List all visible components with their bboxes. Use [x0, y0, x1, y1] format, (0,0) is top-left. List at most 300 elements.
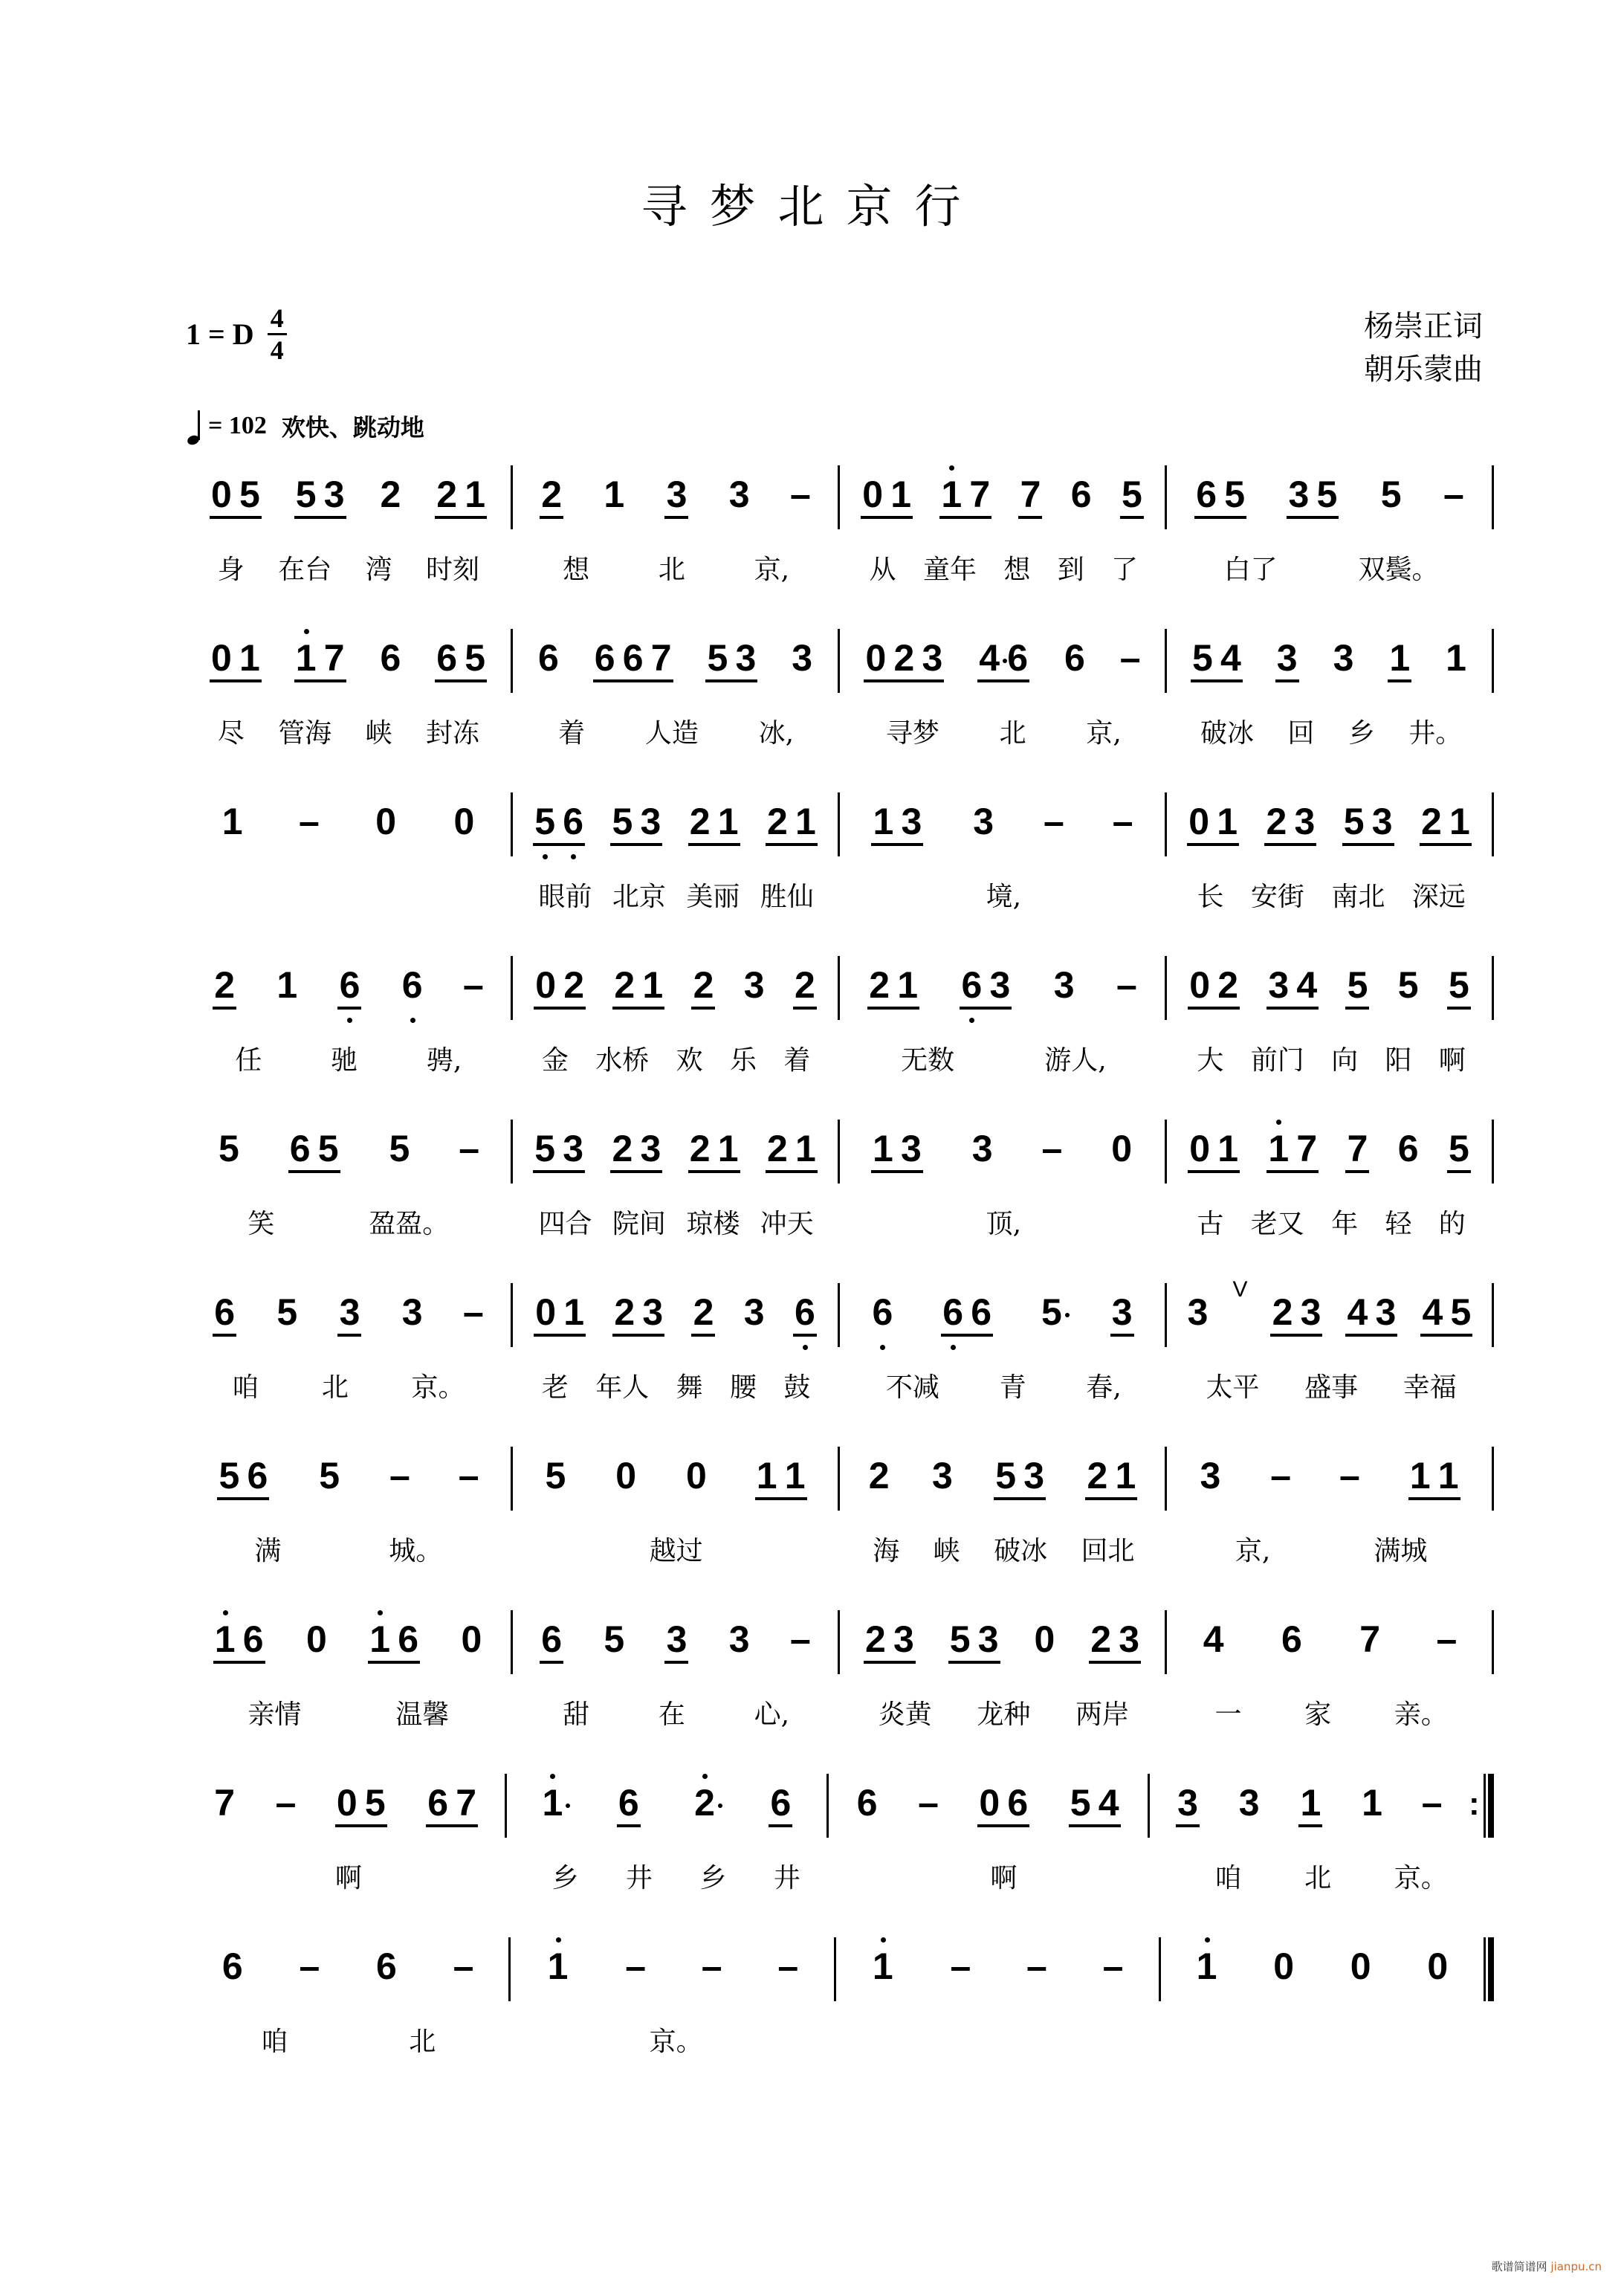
lyric-word: 前门: [1250, 1045, 1304, 1076]
lyric-measure: [514, 2021, 839, 2065]
note: 0: [1188, 801, 1210, 842]
lyric-measure: [186, 876, 511, 920]
note: 1: [1300, 1782, 1321, 1824]
sustain-dash: –: [453, 1945, 474, 1987]
lyric-word: 咱: [1214, 1863, 1242, 1893]
beam-underline: [705, 679, 757, 682]
lyric-measure: [841, 1366, 1167, 1411]
note-group: [1444, 637, 1468, 679]
note: 2: [693, 1291, 714, 1333]
note: 2: [1420, 801, 1442, 842]
note-group: [1426, 1945, 1449, 1987]
note-group: [977, 639, 1029, 682]
note: 7: [1020, 474, 1041, 515]
note-group: [1089, 1618, 1141, 1664]
measure: [1167, 1606, 1492, 1688]
note: 3: [931, 1455, 953, 1496]
beam-underline: [871, 843, 923, 846]
note: 1: [897, 964, 919, 1006]
note-group: [871, 1130, 923, 1173]
note: 1: [215, 1621, 236, 1658]
note-group: [602, 476, 626, 513]
note-group: [275, 1291, 299, 1333]
note: 2: [1090, 1618, 1112, 1660]
sustain-dash: –: [1270, 1455, 1292, 1496]
lyric-word: 北京: [612, 882, 666, 912]
lyric-word: 白了: [1223, 555, 1278, 585]
note: 6: [398, 1618, 419, 1660]
beam-underline: [612, 1334, 664, 1337]
measure: [513, 1606, 838, 1688]
beam-underline: [593, 679, 673, 682]
note-group: [1298, 1784, 1322, 1827]
lyric-word: 北: [321, 1372, 349, 1403]
note-group: [612, 1291, 664, 1337]
lyric-measure: [1168, 549, 1494, 593]
note: 7: [1347, 1128, 1368, 1169]
note-group: [210, 476, 262, 519]
note: 2: [693, 964, 714, 1006]
note: 3: [1288, 474, 1310, 515]
lyric-word: 腰: [729, 1372, 757, 1403]
note-group: [378, 476, 402, 513]
note: 2: [541, 474, 562, 515]
note-group: [337, 1291, 361, 1337]
note-group: [1110, 1130, 1133, 1167]
lyric-word: 心,: [754, 1699, 790, 1730]
sustain-dash: –: [462, 1291, 484, 1333]
note: 2: [689, 1128, 711, 1169]
note: 6: [214, 1291, 235, 1333]
lyric-measure: [514, 876, 839, 920]
beam-underline: [1345, 1334, 1397, 1337]
lyric-word: 深远: [1411, 882, 1466, 912]
tempo-expression: 欢快、跳动地: [281, 413, 424, 442]
note-group: [368, 1618, 420, 1664]
lyric-word: 炎黄: [878, 1699, 932, 1730]
lyric-word: 长: [1197, 882, 1224, 912]
sustain-dash: –: [1116, 964, 1137, 1006]
note-group: [705, 639, 757, 682]
note: 1: [548, 1948, 569, 1985]
lyric-measure: [1168, 876, 1494, 920]
note: 3: [1294, 801, 1316, 842]
lyric-measure: [841, 1039, 1167, 1084]
note-group: [977, 1784, 1029, 1827]
lyric-measure: [841, 876, 1167, 920]
note: 3: [640, 801, 661, 842]
note: 3: [977, 1618, 999, 1660]
note: 4: [1203, 1618, 1224, 1660]
note: 6: [427, 1782, 448, 1824]
note-group: [691, 1291, 715, 1337]
note-group: [867, 1457, 891, 1494]
system-9: [186, 1769, 1494, 1918]
note-group: [213, 966, 236, 1010]
note: 1: [542, 1784, 563, 1821]
note-group: [1194, 476, 1246, 519]
lyrics-row: [186, 1693, 1494, 1738]
note: 2: [869, 964, 890, 1006]
note-group: [1070, 476, 1093, 513]
beam-underline: [941, 1334, 993, 1337]
note: 0: [461, 1618, 482, 1660]
note-group: [1185, 1291, 1209, 1333]
beam-underline: [210, 679, 262, 682]
note: 3: [1333, 637, 1354, 679]
note-group: [401, 1291, 424, 1333]
note: 6: [563, 803, 583, 840]
lyric-word: 四合: [538, 1209, 592, 1239]
note: 0: [862, 474, 883, 515]
lyric-word: 满: [254, 1536, 282, 1566]
note: 5: [534, 1128, 556, 1169]
note: 1: [717, 801, 739, 842]
note: 2: [612, 1128, 633, 1169]
note: 2: [436, 474, 458, 515]
lyric-word: 封冻: [426, 718, 480, 749]
note-group: [1063, 637, 1087, 679]
note: 1: [873, 1948, 893, 1985]
sustain-dash: –: [462, 964, 484, 1006]
note: 5: [1041, 1294, 1062, 1331]
note: 0: [1350, 1945, 1371, 1987]
composer: 朝乐蒙曲: [1364, 352, 1483, 387]
lyrics-row: [186, 1366, 1494, 1411]
beam-underline: [867, 1007, 919, 1010]
measure: [186, 1606, 511, 1688]
note-group: [743, 966, 766, 1004]
note: 5: [295, 474, 317, 515]
note: 2: [614, 1291, 635, 1333]
lyrics-row: [186, 1857, 1494, 1902]
note-group: [1085, 1457, 1137, 1500]
lyric-word: 不减: [885, 1372, 939, 1403]
lyrics-row: [186, 876, 1494, 920]
note: 5: [1121, 474, 1142, 515]
note: 0: [1189, 964, 1210, 1006]
lyric-word: 峡: [933, 1536, 960, 1566]
note: 6: [537, 637, 559, 679]
time-signature-top: 4: [270, 303, 284, 333]
note: 0: [1189, 1128, 1210, 1169]
lyric-word: 盈盈。: [369, 1209, 450, 1239]
sustain-dash: –: [1043, 801, 1064, 842]
measure: [829, 1769, 1148, 1851]
sustain-dash: –: [789, 474, 811, 515]
note: 2: [563, 964, 584, 1006]
system-1: [186, 461, 1494, 610]
note-group: [378, 637, 402, 679]
measure: [1167, 1115, 1492, 1197]
note: 0: [1111, 1128, 1133, 1169]
barline: [1492, 465, 1494, 529]
lyric-measure: [1168, 2021, 1494, 2065]
lyric-word: 了: [1111, 555, 1139, 585]
note-group: [1345, 966, 1369, 1010]
lyric-measure: [841, 1693, 1167, 1738]
tempo-marking: [187, 407, 424, 445]
lyric-word: 鼓: [783, 1372, 811, 1403]
beam-underline: [1345, 1007, 1369, 1010]
note-group: [1195, 1945, 1219, 1987]
note-group: [593, 639, 673, 682]
note: 2: [380, 474, 401, 515]
note: 0: [979, 1782, 1000, 1824]
beam-underline: [691, 1334, 715, 1337]
measure: [840, 624, 1165, 706]
note-group: [1345, 1291, 1397, 1337]
lyric-word: 从: [869, 555, 896, 585]
note-group: [693, 1782, 716, 1824]
lyric-measure: [1168, 1039, 1494, 1084]
lyric-word: 游人,: [1044, 1045, 1107, 1076]
beam-underline: [1447, 1007, 1471, 1010]
note: 1: [1409, 1455, 1431, 1496]
note: 0: [615, 1455, 637, 1496]
sustain-dash: –: [1339, 1455, 1360, 1496]
beam-underline: [610, 843, 662, 846]
lyricist: 杨崇正词: [1364, 309, 1483, 343]
note-group: [1069, 1784, 1121, 1827]
note: 1: [465, 474, 486, 515]
note: 0: [1034, 1618, 1055, 1660]
measure: [840, 461, 1165, 543]
lyric-measure: [514, 1203, 839, 1247]
note-group: [870, 1291, 894, 1333]
lyric-word: 京,: [1086, 718, 1122, 749]
note: 1: [1389, 637, 1411, 679]
watermark-url: jianpu.cn: [1550, 2260, 1602, 2273]
note: 4: [1220, 637, 1241, 679]
note: 2: [794, 964, 815, 1006]
beam-underline: [691, 1007, 715, 1010]
measure: [840, 1115, 1165, 1197]
measure: [1167, 1279, 1492, 1360]
note: 2: [1266, 801, 1287, 842]
note: 2: [868, 1455, 890, 1496]
lyric-measure: [186, 549, 511, 593]
lyric-word: 越过: [649, 1536, 703, 1566]
sustain-dash: –: [1443, 474, 1464, 515]
note: 5: [465, 637, 486, 679]
note: 5: [534, 803, 555, 840]
note-group: [948, 1618, 1000, 1664]
note: 0: [336, 1782, 358, 1824]
lyric-measure: [514, 1039, 839, 1084]
note: 1: [1362, 1782, 1382, 1824]
beam-underline: [1342, 843, 1394, 846]
beam-underline: [1420, 843, 1472, 846]
note: 0: [535, 1291, 556, 1333]
beam-underline: [1408, 1497, 1460, 1500]
measure: [513, 788, 838, 870]
note-group: [1447, 966, 1471, 1010]
lyric-word: 在台: [278, 555, 332, 585]
beam-underline: [664, 1661, 688, 1664]
lyric-word: 京。: [1394, 1863, 1448, 1893]
beam-underline: [1187, 843, 1239, 846]
note-group: [664, 476, 688, 519]
beam-underline: [793, 1334, 817, 1337]
note-group: [217, 1130, 241, 1167]
note: 2: [893, 637, 915, 679]
note-group: [941, 1291, 993, 1337]
lyric-word: 时刻: [426, 555, 480, 585]
beam-underline: [294, 679, 346, 682]
sustain-dash: –: [1041, 1128, 1063, 1169]
sustain-dash: –: [1436, 1618, 1458, 1660]
note: 6: [242, 1618, 264, 1660]
note-group: [1120, 476, 1144, 519]
note-group: [871, 803, 923, 846]
lyric-measure: [1168, 712, 1494, 757]
note: 6: [1007, 637, 1029, 679]
lyric-word: 童年: [923, 555, 977, 585]
beam-underline: [1298, 1824, 1322, 1827]
beam-underline: [1447, 1170, 1471, 1173]
note-group: [871, 1945, 895, 1987]
note: 6: [618, 1782, 639, 1824]
note: 4: [1098, 1782, 1119, 1824]
note: 3: [989, 964, 1011, 1006]
measure: [1167, 788, 1492, 870]
note: 0: [685, 1455, 707, 1496]
beam-underline: [1388, 679, 1411, 682]
key-signature: [186, 305, 287, 364]
note: 2: [689, 801, 711, 842]
beam-underline: [755, 1497, 807, 1500]
measure: [186, 952, 511, 1033]
breath-mark: V: [1232, 1277, 1248, 1302]
note: 1: [756, 1455, 777, 1496]
lyric-word: 春,: [1086, 1372, 1122, 1403]
system-10: [186, 1933, 1494, 2082]
note-group: [688, 1130, 740, 1173]
note: 5: [1397, 964, 1419, 1006]
lyric-measure: [1168, 1366, 1494, 1411]
note-group: [728, 476, 751, 513]
lyric-measure: [514, 1366, 839, 1411]
note-group: [994, 1457, 1046, 1500]
lyrics-row: [186, 1203, 1494, 1247]
beam-underline: [1275, 679, 1299, 682]
sustain-dash: –: [701, 1945, 722, 1987]
note-group: [534, 966, 586, 1010]
lyric-word: 京。: [411, 1372, 465, 1403]
note: 5: [1224, 474, 1246, 515]
note: 1: [1217, 1128, 1238, 1169]
notes-row: [186, 1933, 1494, 2015]
note: 1: [221, 801, 243, 842]
note: 2: [1272, 1291, 1293, 1333]
note: 2: [1087, 1455, 1108, 1496]
beam-underline: [977, 679, 1029, 682]
system-5: [186, 1115, 1494, 1264]
barline: [1492, 1447, 1494, 1511]
note: 6: [856, 1782, 878, 1824]
lyric-word: 京。: [649, 2027, 703, 2057]
note: 1: [1449, 801, 1470, 842]
note: 6: [247, 1455, 268, 1496]
lyric-word: 人造: [644, 718, 699, 749]
note: 5: [995, 1455, 1017, 1496]
note: 5: [1380, 474, 1402, 515]
beam-underline: [864, 679, 944, 682]
lyric-word: 湾: [365, 555, 392, 585]
note: 3: [1200, 1455, 1221, 1496]
measure: [186, 788, 511, 870]
sustain-dash: –: [389, 1455, 410, 1496]
beam-underline: [1266, 1170, 1319, 1173]
lyric-measure: [186, 712, 511, 757]
note: 6: [971, 1291, 992, 1333]
note: 0: [1273, 1945, 1294, 1987]
note-group: [685, 1457, 708, 1494]
system-6: [186, 1279, 1494, 1427]
note: 2: [694, 1784, 715, 1821]
note: 5: [239, 474, 260, 515]
note: 6: [770, 1782, 792, 1824]
note-group: [664, 1618, 688, 1664]
note-group: [335, 1784, 387, 1827]
beam-underline: [435, 516, 487, 519]
quarter-note-icon: [187, 407, 204, 445]
measure: [1167, 624, 1492, 706]
note: 5: [1070, 1782, 1091, 1824]
note: 5: [949, 1618, 971, 1660]
lyric-word: 乡: [699, 1863, 727, 1893]
lyric-word: 安街: [1250, 882, 1304, 912]
beam-underline: [1188, 1170, 1240, 1173]
note-group: [1052, 966, 1076, 1004]
note: 7: [323, 637, 345, 679]
measure: [513, 461, 838, 543]
lyric-word: 海: [873, 1536, 900, 1566]
lyric-word: 身: [217, 555, 245, 585]
note-group: [540, 1618, 563, 1664]
beam-underline: [213, 1334, 236, 1337]
lyric-word: 青: [999, 1372, 1026, 1403]
note-group: [294, 639, 346, 682]
note: 3: [1119, 1618, 1140, 1660]
measure: [186, 1769, 505, 1851]
lyric-word: 城。: [389, 1536, 443, 1566]
sustain-dash: –: [777, 1945, 799, 1987]
note-group: [213, 1782, 236, 1824]
measure: [186, 1933, 508, 2015]
note: 6: [376, 1945, 397, 1987]
lyric-word: 乐: [729, 1045, 757, 1076]
note: 1: [563, 1291, 584, 1333]
lyric-word: 老又: [1250, 1209, 1304, 1239]
note: 7: [456, 1782, 476, 1824]
lyrics-row: [186, 712, 1494, 757]
lyric-measure: [186, 1857, 511, 1902]
sustain-dash: –: [275, 1782, 297, 1824]
note-group: [305, 1618, 329, 1660]
note: 3: [642, 1291, 664, 1333]
beam-underline: [213, 1007, 236, 1010]
note: 0: [1427, 1945, 1449, 1987]
tempo-bpm: = 102: [208, 412, 267, 439]
note-group: [533, 1130, 585, 1173]
note-group: [855, 1782, 879, 1824]
note: 2: [614, 964, 635, 1006]
note: 5: [545, 1455, 566, 1496]
note: 1: [717, 1128, 739, 1169]
final-barline: [1484, 1937, 1494, 2001]
